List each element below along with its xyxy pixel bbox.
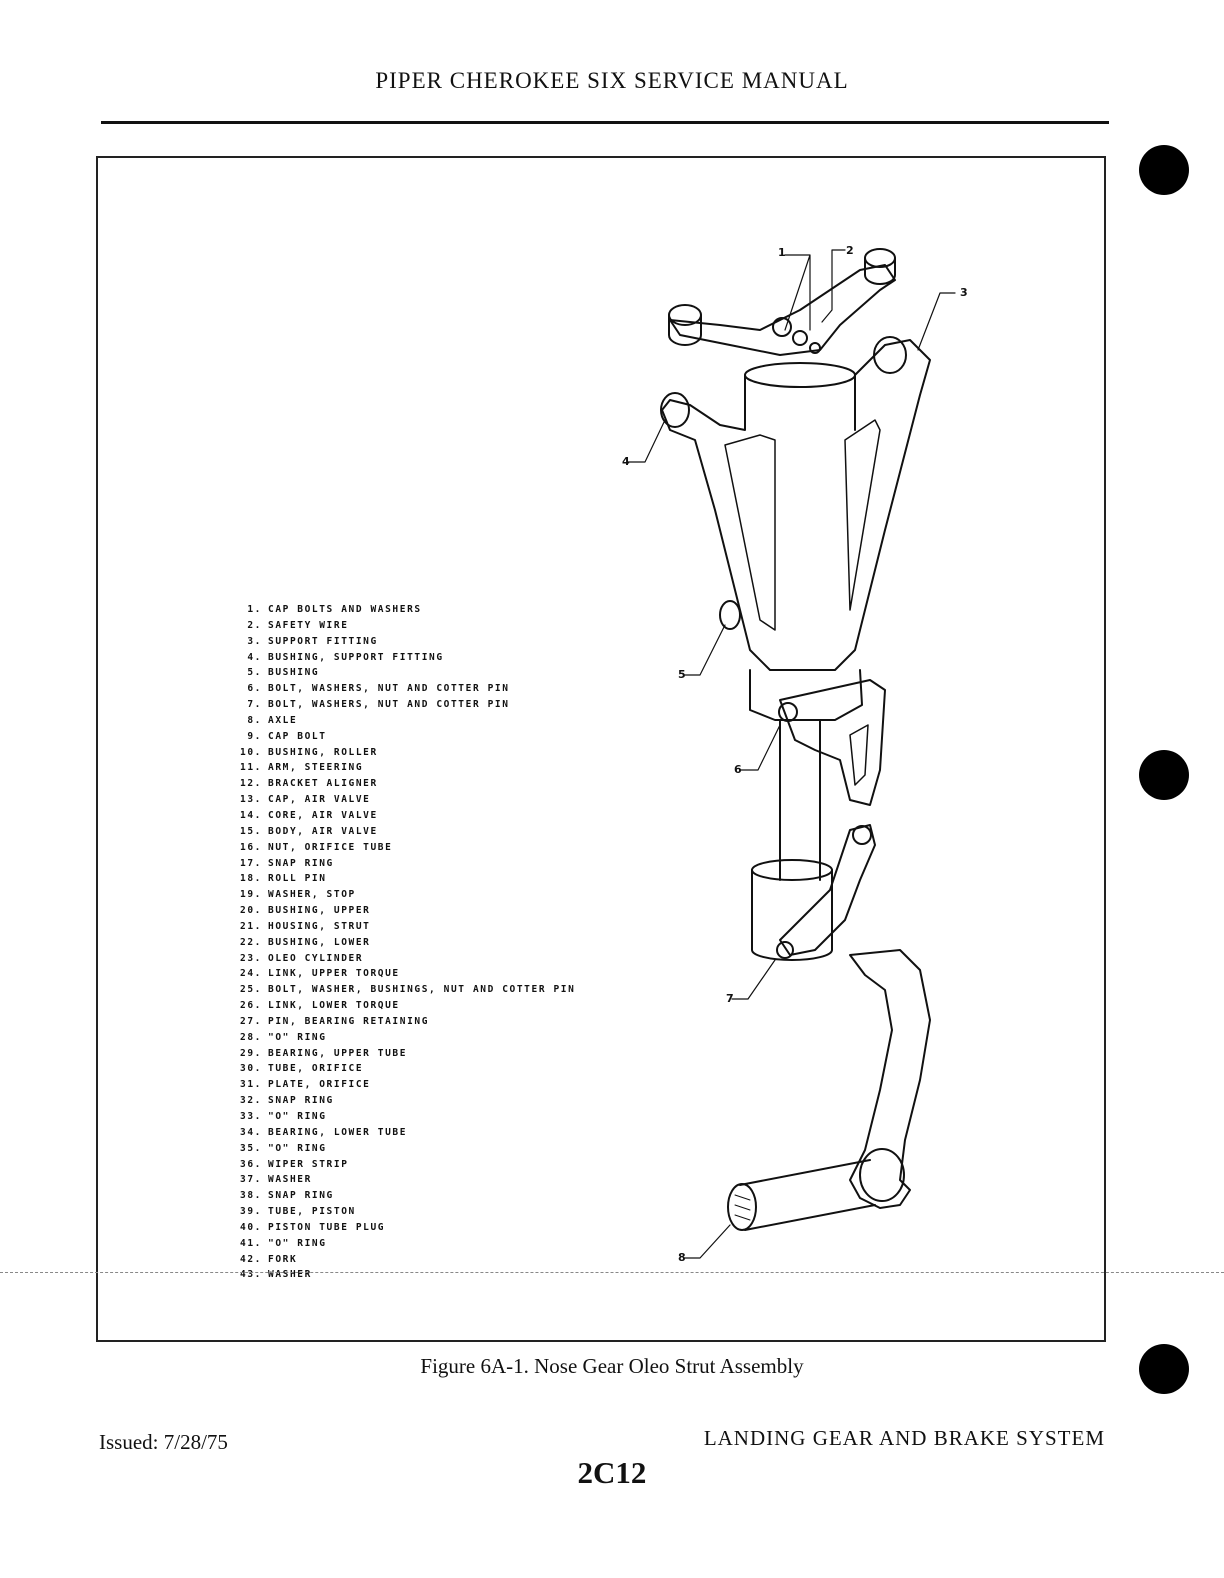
part-name: BRACKET ALIGNER <box>268 778 378 790</box>
part-number: 8. <box>247 714 262 726</box>
callout-label: 7 <box>726 992 734 1005</box>
part-number: 26. <box>240 1000 262 1012</box>
parts-list-item <box>232 1172 612 1188</box>
parts-list-item <box>232 776 612 792</box>
parts-list-item <box>232 1220 612 1236</box>
part-number: 33. <box>240 1111 262 1122</box>
parts-list-item <box>232 745 612 761</box>
part-name: SNAP RING <box>268 1095 334 1107</box>
part-name: LINK, LOWER TORQUE <box>268 1000 400 1012</box>
parts-list-item <box>232 681 612 697</box>
steering-arm-right-boss <box>865 249 895 267</box>
parts-list-item <box>232 951 612 967</box>
part-name: "O" RING <box>268 1031 327 1043</box>
part-number: 36. <box>240 1158 262 1170</box>
part-name: "O" RING <box>268 1111 327 1122</box>
nose-gear-oleo-strut-drawing <box>600 230 1020 1300</box>
part-name: BUSHING, UPPER <box>268 905 371 917</box>
part-number: 7. <box>247 699 262 711</box>
parts-list-item <box>232 602 612 618</box>
parts-list-item <box>232 1125 612 1141</box>
part-number: 20. <box>240 905 262 917</box>
part-number: 10. <box>240 746 262 758</box>
part-name: WIPER STRIP <box>268 1158 349 1170</box>
part-name: PLATE, ORIFICE <box>268 1079 371 1091</box>
part-number: 5. <box>247 667 262 679</box>
parts-list-item <box>232 1188 612 1204</box>
part-number: 34. <box>240 1126 262 1138</box>
part-name: OLEO CYLINDER <box>268 952 364 964</box>
part-number: 17. <box>240 857 262 869</box>
header-rule <box>101 121 1109 124</box>
callout-label: 2 <box>846 244 854 257</box>
part-number: 4. <box>247 651 262 663</box>
part-name: BUSHING, ROLLER <box>268 746 378 758</box>
part-number: 2. <box>247 619 262 631</box>
part-name: "O" RING <box>268 1237 327 1249</box>
parts-list-item <box>232 1109 612 1125</box>
part-name: PISTON TUBE PLUG <box>268 1221 386 1233</box>
parts-list-item <box>232 1046 612 1062</box>
parts-list-item <box>232 650 612 666</box>
part-name: BOLT, WASHER, BUSHINGS, NUT AND COTTER PIN <box>268 984 576 996</box>
part-name: WASHER <box>268 1174 312 1186</box>
oleo-cylinder <box>780 720 820 880</box>
support-fitting <box>662 340 930 670</box>
part-name: CAP BOLTS AND WASHERS <box>268 604 422 615</box>
part-number: 1. <box>247 604 262 615</box>
part-number: 31. <box>240 1079 262 1091</box>
part-name: ARM, STEERING <box>268 762 364 774</box>
section-title: LANDING GEAR AND BRAKE SYSTEM <box>703 1426 1105 1450</box>
part-name: CAP BOLT <box>268 730 327 742</box>
parts-list-item <box>232 871 612 887</box>
part-name: TUBE, PISTON <box>268 1206 356 1218</box>
part-name: BODY, AIR VALVE <box>268 825 378 837</box>
part-name: WASHER, STOP <box>268 889 356 901</box>
part-name: SAFETY WIRE <box>268 619 349 631</box>
part-name: BEARING, UPPER TUBE <box>268 1047 408 1059</box>
steering-arm <box>670 265 895 355</box>
part-name: LINK, UPPER TORQUE <box>268 968 400 980</box>
part-number: 40. <box>240 1221 262 1233</box>
part-number: 32. <box>240 1095 262 1107</box>
part-number: 23. <box>240 952 262 964</box>
parts-list-item <box>232 760 612 776</box>
issued-date: Issued: 7/28/75 <box>99 1430 228 1454</box>
part-name: SNAP RING <box>268 857 334 869</box>
part-number: 39. <box>240 1206 262 1218</box>
parts-list-item <box>232 903 612 919</box>
part-name: PIN, BEARING RETAINING <box>268 1015 430 1027</box>
part-name: BEARING, LOWER TUBE <box>268 1126 408 1138</box>
part-name: CAP, AIR VALVE <box>268 794 371 806</box>
parts-list-item <box>232 824 612 840</box>
binder-hole-top <box>1139 145 1189 195</box>
callout-label: 3 <box>960 286 968 299</box>
parts-list-item <box>232 1077 612 1093</box>
callout-label: 4 <box>622 455 630 468</box>
parts-list-item <box>232 665 612 681</box>
parts-list-item <box>232 1014 612 1030</box>
part-number: 43. <box>240 1269 262 1281</box>
callout-label: 1 <box>778 246 786 259</box>
parts-list-item <box>232 729 612 745</box>
parts-list-item <box>232 713 612 729</box>
part-name: AXLE <box>268 714 298 726</box>
part-number: 22. <box>240 936 262 948</box>
part-number: 13. <box>240 794 262 806</box>
parts-list-item <box>232 1204 612 1220</box>
part-name: ROLL PIN <box>268 873 327 885</box>
parts-list-item <box>232 887 612 903</box>
parts-list-item <box>232 935 612 951</box>
page-number: 2C12 <box>577 1455 647 1490</box>
part-number: 6. <box>247 683 262 695</box>
part-name: SNAP RING <box>268 1190 334 1202</box>
part-number: 21. <box>240 920 262 932</box>
parts-list-item <box>232 840 612 856</box>
part-number: 18. <box>240 873 262 885</box>
part-number: 35. <box>240 1142 262 1154</box>
part-number: 24. <box>240 968 262 980</box>
part-name: BOLT, WASHERS, NUT AND COTTER PIN <box>268 699 510 711</box>
parts-list-item <box>232 1157 612 1173</box>
part-number: 25. <box>240 984 262 996</box>
callout-label: 6 <box>734 763 742 776</box>
part-name: "O" RING <box>268 1142 327 1154</box>
part-number: 42. <box>240 1253 262 1265</box>
parts-list-item <box>232 1093 612 1109</box>
part-name: FORK <box>268 1253 298 1265</box>
parts-list-item <box>232 919 612 935</box>
part-name: HOUSING, STRUT <box>268 920 371 932</box>
part-number: 19. <box>240 889 262 901</box>
part-number: 14. <box>240 809 262 821</box>
part-name: SUPPORT FITTING <box>268 635 378 647</box>
part-number: 28. <box>240 1031 262 1043</box>
parts-list-item <box>232 1252 612 1268</box>
part-name: CORE, AIR VALVE <box>268 809 378 821</box>
figure-caption: Figure 6A-1. Nose Gear Oleo Strut Assembly <box>420 1354 804 1378</box>
upper-torque-link <box>780 680 885 805</box>
part-number: 12. <box>240 778 262 790</box>
part-name: BOLT, WASHERS, NUT AND COTTER PIN <box>268 683 510 695</box>
callout-label: 8 <box>678 1251 686 1264</box>
parts-list-item <box>232 792 612 808</box>
parts-list-item <box>232 1061 612 1077</box>
callout-labels <box>622 244 968 1264</box>
parts-list-item <box>232 618 612 634</box>
parts-list-item <box>232 1141 612 1157</box>
parts-list-item <box>232 697 612 713</box>
cylinder-top <box>745 363 855 387</box>
part-name: WASHER <box>268 1269 312 1281</box>
part-number: 15. <box>240 825 262 837</box>
callout-label: 5 <box>678 668 686 681</box>
part-number: 30. <box>240 1063 262 1075</box>
parts-list-item <box>232 982 612 998</box>
part-number: 3. <box>247 635 262 647</box>
parts-list-item <box>232 966 612 982</box>
binder-hole-middle <box>1139 750 1189 800</box>
part-name: TUBE, ORIFICE <box>268 1063 364 1075</box>
parts-list-item <box>232 1267 612 1283</box>
part-number: 29. <box>240 1047 262 1059</box>
part-number: 37. <box>240 1174 262 1186</box>
part-number: 41. <box>240 1237 262 1249</box>
part-name: BUSHING, LOWER <box>268 936 371 948</box>
part-number: 16. <box>240 841 262 853</box>
parts-list-item <box>232 1030 612 1046</box>
part-name: BUSHING <box>268 667 320 679</box>
part-number: 27. <box>240 1015 262 1027</box>
part-number: 38. <box>240 1190 262 1202</box>
parts-list-item <box>232 998 612 1014</box>
part-number: 9. <box>247 730 262 742</box>
parts-list <box>232 602 612 1283</box>
page-header-title: PIPER CHEROKEE SIX SERVICE MANUAL <box>375 68 849 93</box>
part-name: NUT, ORIFICE TUBE <box>268 841 393 853</box>
part-name: BUSHING, SUPPORT FITTING <box>268 651 444 663</box>
parts-list-item <box>232 808 612 824</box>
parts-list-item <box>232 856 612 872</box>
fork <box>850 950 930 1208</box>
parts-list-item <box>232 1236 612 1252</box>
part-number: 11. <box>240 762 262 774</box>
parts-list-item <box>232 634 612 650</box>
